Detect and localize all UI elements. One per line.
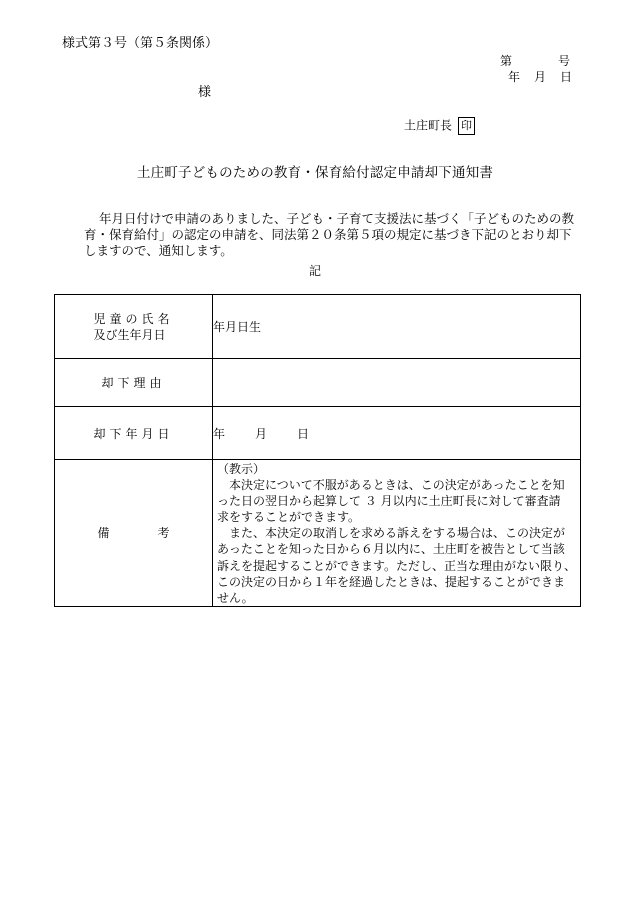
issue-date-line xyxy=(508,69,572,85)
birth-date-value: 年月日生 xyxy=(212,320,261,334)
ki-marker: 記 xyxy=(308,264,321,278)
reason-value-cell xyxy=(212,359,580,407)
notice-line: あったことを知った日から６月以内に、土庄町を被告として当該 xyxy=(216,542,565,557)
rejection-date-label: 却下年月日 xyxy=(93,426,174,441)
notice-line: せん。 xyxy=(216,590,254,605)
child-name-label: 児童の氏名 xyxy=(93,311,174,326)
child-label-cell xyxy=(55,295,213,359)
notice-line: 求をすることができます。 xyxy=(216,510,360,525)
document-number-line xyxy=(500,53,570,69)
document-title: 土庄町子どものための教育・保育給付認定申請却下通知書 xyxy=(136,165,494,181)
doc-number-prefix: 第 xyxy=(499,54,512,68)
rejection-date-year: 年 xyxy=(212,426,225,441)
issuer-line xyxy=(404,117,475,135)
table-row xyxy=(55,460,581,607)
child-birth-label: 及び生年月日 xyxy=(93,327,166,342)
seal-mark: 印 xyxy=(458,117,475,135)
notice-line: った日の翌日から起算して ３ 月以内に土庄町長に対して審査請 xyxy=(216,494,561,509)
issuer-name: 土庄町長 xyxy=(404,118,453,133)
issue-date-year: 年 xyxy=(507,70,520,84)
table-row xyxy=(55,359,581,407)
remarks-label-1: 備 xyxy=(97,526,110,541)
rejection-date-month: 月 xyxy=(254,426,267,441)
body-paragraph xyxy=(84,211,584,259)
reason-label: 却下理由 xyxy=(101,376,166,390)
notice-line: 訴えを提起することができます。ただし、正当な理由がない限り、 xyxy=(216,558,576,573)
remarks-label-2: 考 xyxy=(157,526,170,541)
rejection-date-day: 日 xyxy=(296,426,309,441)
table-row xyxy=(55,407,581,460)
body-line: しますので、通知します。 xyxy=(84,243,233,258)
remarks-notice-cell xyxy=(212,460,580,607)
body-line: 育・保育給付」の認定の申請を、同法第２０条第５項の規定に基づき下記のとおり却下 xyxy=(84,227,572,242)
notice-line: 本決定について不服があるときは、この決定があったことを知 xyxy=(228,478,565,493)
notice-table xyxy=(54,294,581,607)
notice-heading: （教示） xyxy=(216,462,265,476)
notice-line: この決定の日から１年を経過したときは、提起することができま xyxy=(216,574,565,589)
body-line: 年月日付けで申請のありました、子ども・子育て支援法に基づく「子どものための教 xyxy=(99,211,575,226)
birth-date-cell xyxy=(212,295,580,359)
rejection-date-label-cell xyxy=(55,407,213,460)
notice-line: また、本決定の取消しを求める訴えをする場合は、この決定が xyxy=(228,526,565,541)
table-row xyxy=(55,295,581,359)
rejection-date-cell xyxy=(212,407,580,460)
form-number: 様式第３号（第５条関係） xyxy=(62,36,219,51)
issue-date-month: 月 xyxy=(533,70,546,84)
reason-label-cell xyxy=(55,359,213,407)
addressee-honorific: 様 xyxy=(198,85,212,100)
remarks-label-cell xyxy=(55,460,213,607)
doc-number-suffix: 号 xyxy=(557,54,570,68)
issue-date-day: 日 xyxy=(559,70,572,84)
